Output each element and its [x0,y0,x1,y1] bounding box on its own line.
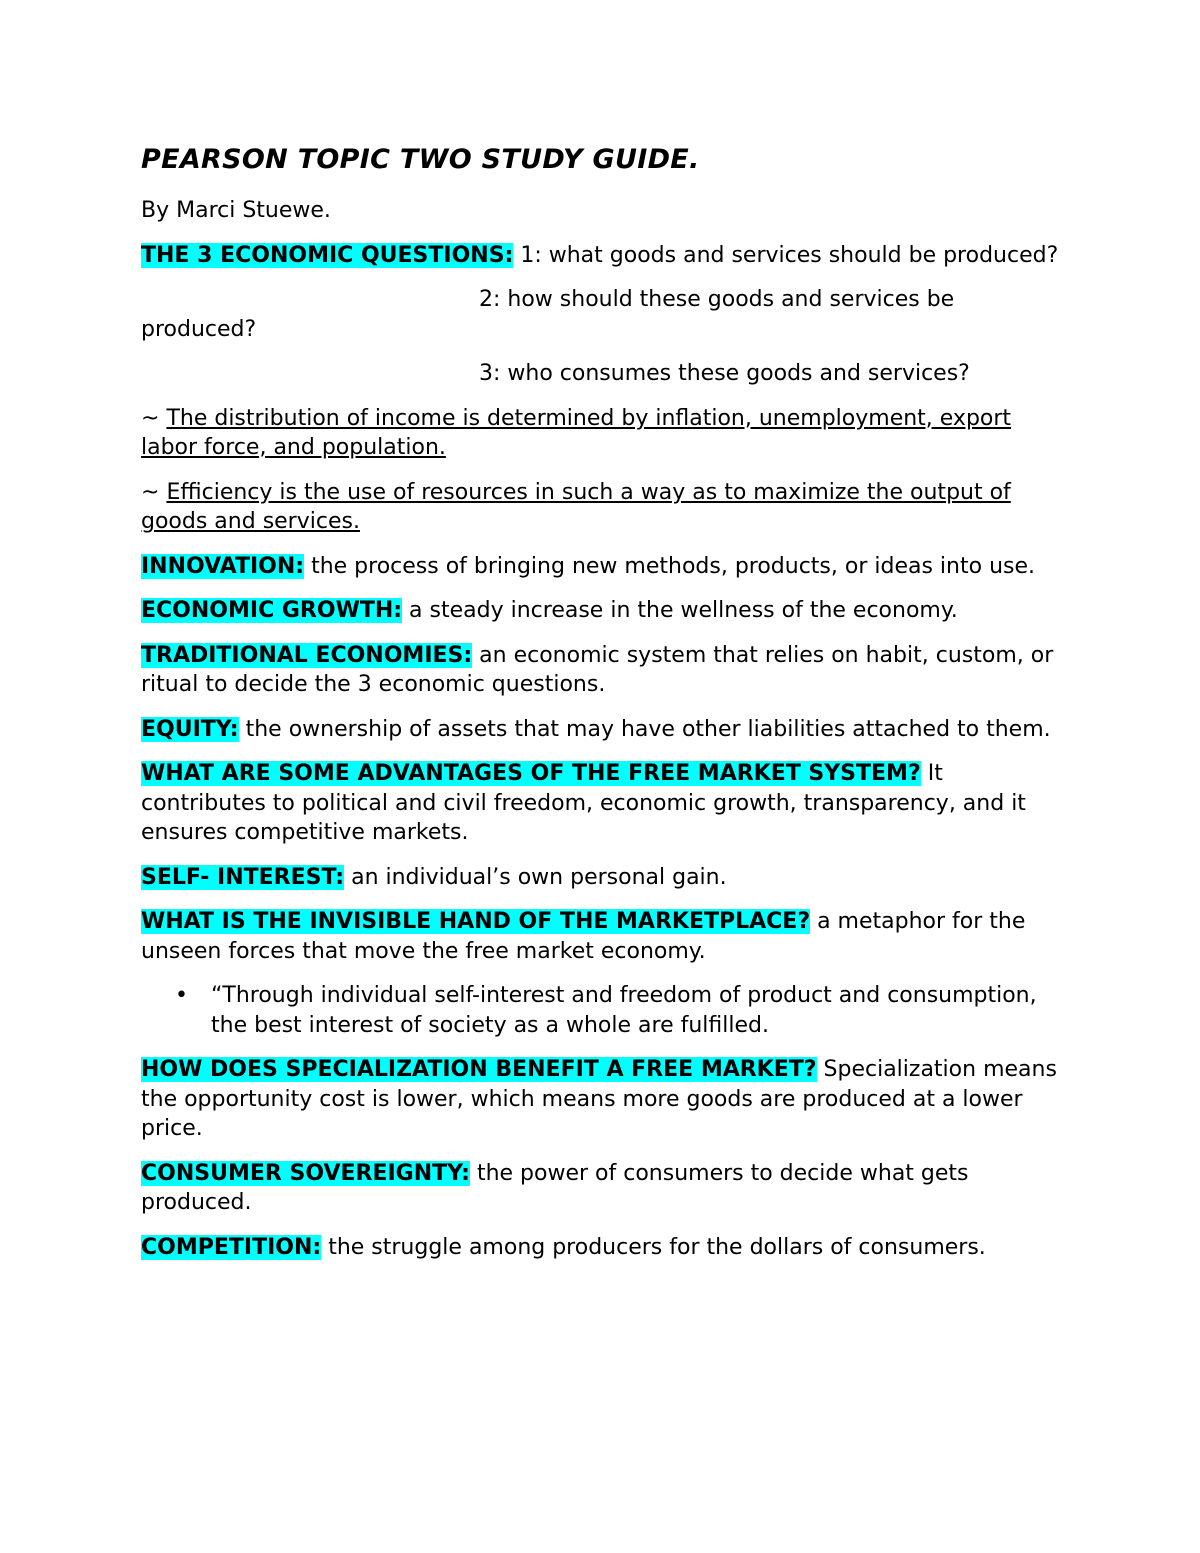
question-2-line2: produced? [141,316,257,342]
definition-traditional-economies [141,641,1061,700]
document-title: PEARSON TOPIC TWO STUDY GUIDE. [141,144,700,175]
term-heading: WHAT IS THE INVISIBLE HAND OF THE MARKETPLACE? [141,909,811,934]
note-tilde: ~ [141,405,167,431]
definition-economic-growth [141,596,1061,626]
term-heading: ECONOMIC GROWTH: [141,598,403,623]
economic-questions-block [141,241,1061,271]
term-definition: an economic system that relies on habit, custom, or ritual to decide the 3 economic questions. [141,642,1054,697]
definition-invisible-hand [141,907,1061,966]
definition-self-interest [141,863,1061,893]
term-definition: It contributes to political and civil freedom, economic growth, transparency, and it ensures competitive markets. [141,761,1026,845]
definition-competition [141,1233,1061,1263]
term-heading: TRADITIONAL ECONOMIES: [141,642,473,668]
definition-specialization [141,1055,1061,1144]
term-heading: EQUITY: [141,716,239,742]
term-definition: Specialization means the opportunity cost is lower, which means more goods are produced at a lower price. [141,1057,1057,1141]
term-definition: the struggle among producers for the dollars of consumers. [321,1234,986,1260]
term-definition: a steady increase in the wellness of the economy. [402,598,958,623]
bullet-item [141,981,1061,1040]
term-heading: THE 3 ECONOMIC QUESTIONS: [141,242,514,268]
document-page [141,140,1061,1277]
question-2-line1: 2: how should these goods and services be [479,287,955,312]
term-definition: a metaphor for the unseen forces that move the free market economy. [141,909,1026,964]
note-tilde: ~ [141,479,167,505]
term-heading: CONSUMER SOVEREIGNTY: [141,1160,470,1186]
bullet-text: “Through individual self-interest and freedom of product and consumption, the best interest of society as a whole are fulfilled. [211,983,1037,1038]
note-text: Efficiency is the use of resources in such a way as to maximize the output of goods and services. [141,479,1011,534]
note-efficiency [141,478,1061,537]
term-heading: SELF- INTEREST: [141,864,345,890]
term-definition: the power of consumers to decide what gets produced. [141,1160,969,1215]
term-definition: the process of bringing new methods, products, or ideas into use. [304,553,1035,579]
term-definition: an individual’s own personal gain. [344,864,727,890]
question-3: 3: who consumes these goods and services? [479,361,970,386]
author-line: By Marci Stuewe. [141,198,331,223]
definition-innovation [141,552,1061,582]
definition-equity [141,715,1061,745]
definition-free-market-advantages [141,759,1061,848]
note-distribution [141,404,1061,463]
definition-consumer-sovereignty [141,1159,1061,1218]
bullet-icon: • [175,983,188,1008]
term-heading: HOW DOES SPECIALIZATION BENEFIT A FREE MARKET? [141,1057,817,1082]
term-heading: INNOVATION: [141,553,305,579]
question-2 [141,285,1061,344]
term-heading: WHAT ARE SOME ADVANTAGES OF THE FREE MARKET SYSTEM? [141,761,921,786]
question-1: 1: what goods and services should be produced? [513,242,1059,268]
term-definition: the ownership of assets that may have other liabilities attached to them. [238,716,1051,742]
note-text: The distribution of income is determined by inflation, unemployment, export labor force, and population. [141,405,1012,460]
term-heading: COMPETITION: [141,1234,322,1260]
